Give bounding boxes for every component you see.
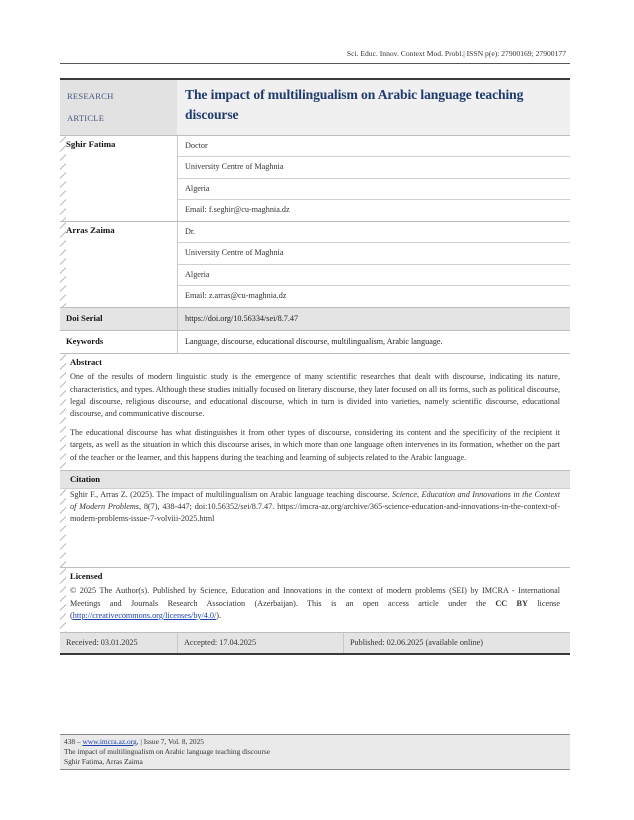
- citation-journal: Science, Education and Innovations in the Context of Modern Problems: [70, 489, 560, 511]
- author-institution: University Centre of Maghnia: [178, 157, 570, 178]
- received-date: Received: 03.01.2025: [66, 638, 138, 648]
- running-head: Sci. Educ. Innov. Context Mod. Probl.| ISSN p(e): 27900169; 27900177: [346, 49, 566, 58]
- article-title: The impact of multilingualism on Arabic language teaching discourse: [185, 87, 524, 122]
- author-degree: Doctor: [178, 136, 570, 157]
- article-info-frame: [60, 78, 570, 655]
- author-name: Sghir Fatima: [66, 139, 116, 149]
- keywords-row: [60, 331, 570, 354]
- footer-issue: , | Issue 7, Vol. 8, 2025: [136, 737, 204, 746]
- doi-row: [60, 308, 570, 331]
- keywords-label: Keywords: [66, 336, 104, 347]
- licensed-section: [60, 568, 570, 633]
- doi-label: Doi Serial: [66, 313, 103, 324]
- licensed-text-end: ).: [216, 610, 222, 620]
- footer-site-link[interactable]: www.imcra.az.org: [82, 737, 137, 746]
- abstract-section: [60, 354, 570, 470]
- license-name: CC BY: [495, 598, 528, 608]
- footer-authors: Sghir Fatima, Arras Zaima: [64, 757, 143, 766]
- doi-link[interactable]: https://doi.org/10.56334/sei/8.7.47: [177, 308, 570, 330]
- author-name: Arras Zaima: [66, 225, 115, 236]
- article-type-line2: ARTICLE: [67, 113, 105, 123]
- citation-title: Citation: [60, 471, 570, 489]
- author-info: [177, 222, 570, 307]
- author-block-2: [60, 222, 570, 308]
- page-footer: [60, 734, 570, 770]
- abstract-title: Abstract: [70, 357, 102, 368]
- author-country: Algeria: [178, 265, 570, 286]
- footer-page: 438 –: [64, 737, 83, 746]
- footer-title: The impact of multilingualism on Arabic language teaching discourse: [64, 747, 271, 756]
- citation-text-end: , 8(7), 438-447; doi:10.56352/sei/8.7.47. https://imcra-az.org/archive/365-science-education-and-innovations-in-the-context-of-modern-problems-issue-7-volviii-2025.html: [70, 502, 560, 524]
- licensed-text-mid: license (: [70, 598, 561, 620]
- footer-line-1: [64, 737, 566, 747]
- citation-text: [70, 489, 560, 526]
- article-type-line1: RESEARCH: [67, 91, 114, 101]
- author-institution: University Centre of Maghnia: [178, 243, 570, 264]
- licensed-text-start: © 2025 The Author(s). Published by Science, Education and Innovations in the context of modern problems (SEI) by IMCRA - International Meetings and Journals Research Association (Azerbaijan). This is an open access article under the: [70, 586, 560, 608]
- header-rule: [60, 63, 570, 64]
- citation-section: [60, 471, 570, 569]
- abstract-paragraph-1: One of the results of modern linguistic study is the emergence of many scientific researches that dealt with discourse, indicating its nature, characteristics, and types. Although these studies initially focused on literary discourse, they later focused on all its forms, such as political discourse, legal discourse, religious discourse, and educational discourse, which in turn is divided into varieties, namely scientific discourse, educational discourse, and communicative discourse.: [70, 372, 560, 418]
- keywords-value: Language, discourse, educational discourse, multilingualism, Arabic language.: [177, 331, 570, 353]
- author-email[interactable]: Email: f.seghir@cu-maghnia.dz: [185, 204, 290, 214]
- published-date: Published: 02.06.2025 (available online): [343, 633, 570, 653]
- author-block-1: [60, 136, 570, 222]
- dates-row: [60, 633, 570, 655]
- author-email[interactable]: Email: z.arras@cu-maghnia.dz: [185, 291, 287, 301]
- author-info: [177, 136, 570, 221]
- author-degree: Dr.: [178, 222, 570, 243]
- licensed-text: [70, 585, 560, 622]
- citation-text-start: Sghir F., Arras Z. (2025). The impact of multilingualism on Arabic language teaching discourse.: [70, 489, 393, 499]
- title-row: [60, 78, 570, 136]
- accepted-date: Accepted: 17.04.2025: [177, 633, 343, 653]
- license-link[interactable]: http://creativecommons.org/licenses/by/4.0/: [72, 610, 217, 620]
- licensed-title: Licensed: [70, 571, 103, 582]
- abstract-paragraph-2: The educational discourse has what distinguishes it from other types of discourse, considering its content and the specificity of the recipient it targets, as well as the situation in which this discourse arises, in which more than one language often intervenes in its formation, whether on the part of the teacher or the learner, and this happens during the teaching and learning of subjects related to the Arabic language.: [70, 428, 560, 462]
- article-type: [60, 80, 177, 135]
- author-country: Algeria: [178, 179, 570, 200]
